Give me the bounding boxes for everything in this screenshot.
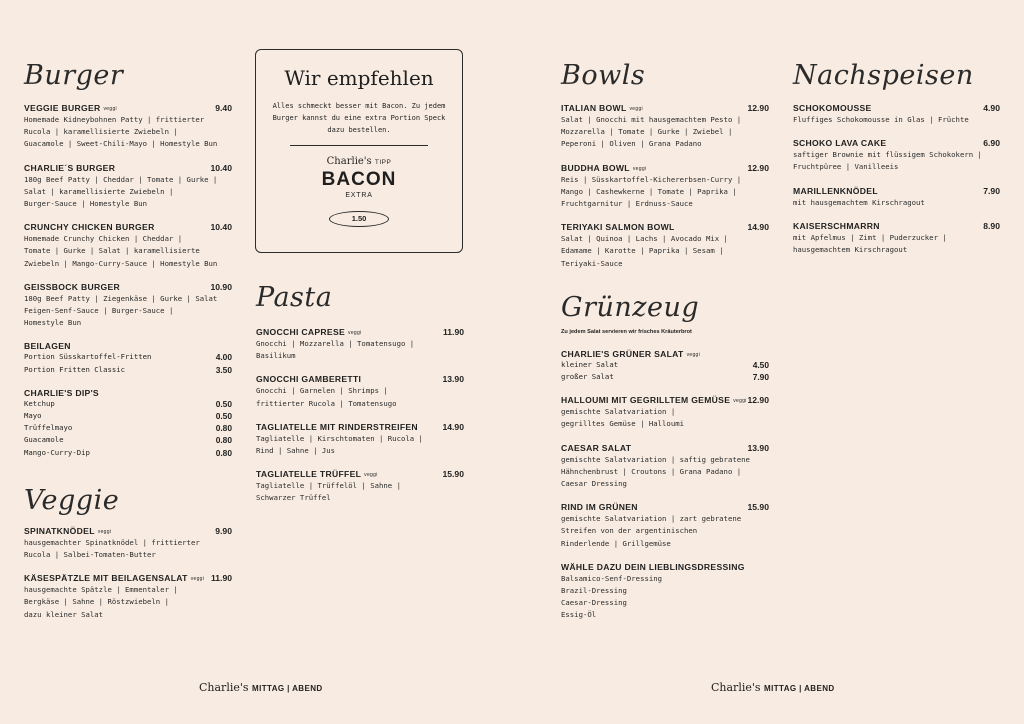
- item-name: BUDDHA BOWL: [561, 162, 630, 173]
- bowls-column: [561, 0, 769, 634]
- menu-item-kaiserschmarrn: [793, 221, 1000, 256]
- item-name: TAGLIATELLE TRÜFFEL: [256, 469, 362, 480]
- price-row: [24, 434, 232, 446]
- item-price: 12.90: [747, 395, 769, 406]
- price-row: [24, 364, 232, 376]
- menu-item-buddha-bowl: [561, 163, 769, 211]
- item-description: Reis | Süsskartoffel-Kichererbsen-Curry | Mango | Cashewkerne | Tomate | Paprika | Fruchtgarnitur | Erdnuss-Sauce: [561, 174, 742, 209]
- pasta-heading: Pasta: [256, 282, 333, 313]
- row-price: 0.50: [215, 411, 232, 422]
- item-name: CAESAR SALAT: [561, 442, 632, 453]
- menu-item-beilagen: [24, 341, 232, 375]
- row-price: 7.90: [752, 372, 769, 383]
- item-description: Homemade Crunchy Chicken | Cheddar | Tomate | Gurke | Salat | karamellisierte Zwiebeln | Mango-Curry-Sauce | Homestyle Bun: [24, 234, 218, 268]
- burger-heading: Burger: [24, 60, 124, 91]
- item-price: 12.90: [747, 103, 769, 113]
- row-label: Mango-Curry-Dip: [24, 447, 90, 457]
- item-name: VEGGIE BURGER: [24, 103, 101, 113]
- item-name: SCHOKOMOUSSE: [793, 103, 872, 113]
- item-name: MARILLENKNÖDEL: [793, 185, 878, 196]
- item-name: CHARLIE´S BURGER: [24, 162, 116, 173]
- menu-item-charlies-burger: [24, 163, 232, 211]
- divider: [290, 145, 428, 146]
- footer-brand: Charlie's: [199, 681, 249, 694]
- menu-item-dips: [24, 388, 232, 459]
- item-description: mit hausgemachtem Kirschragout: [793, 197, 925, 207]
- footer-brand-left: [199, 681, 323, 694]
- menu-item-tagliatelle-rind: [256, 422, 464, 457]
- nachspeisen-column: [793, 0, 1000, 268]
- menu-item-schoko-lava-cake: [793, 138, 1000, 173]
- menu-item-rind-im-gruenen: [561, 502, 769, 550]
- row-label: Guacamole: [24, 435, 64, 445]
- menu-item-gnocchi-caprese: [256, 327, 464, 362]
- row-price: 0.80: [215, 435, 232, 446]
- nachspeisen-heading: Nachspeisen: [793, 60, 974, 91]
- item-description: gemischte Salatvariation | saftig gebratene Hähnchenbrust | Croutons | Grana Padano | Caesar Dressing: [561, 454, 750, 489]
- item-description: Tagliatelle | Kirschtomaten | Rucola | Rind | Sahne | Jus: [256, 433, 423, 456]
- row-price: 4.00: [215, 352, 232, 363]
- item-description: gemischte Salatvariation | gegrilltes Gemüse | Halloumi: [561, 407, 685, 429]
- item-description: Balsamico-Senf-Dressing Brazil-Dressing Caesar-Dressing Essig-Öl: [561, 573, 663, 620]
- item-description: gemischte Salatvariation | zart gebratene Streifen von der argentinischen Rinderlende | Grillgemüse: [561, 514, 742, 548]
- price-row: [24, 422, 232, 434]
- menu-item-gnocchi-gamberetti: [256, 374, 464, 409]
- item-description: Gnocchi | Mozzarella | Tomatensugo | Basilikum: [256, 339, 415, 361]
- item-name: CHARLIE'S DIP'S: [24, 387, 99, 398]
- menu-item-tagliatelle-trueffel: [256, 469, 464, 504]
- item-description: hausgemachte Spätzle | Emmentaler | Bergkäse | Sahne | Röstzwiebeln | dazu kleiner Salat: [24, 585, 178, 619]
- row-price: 0.80: [215, 447, 232, 458]
- item-name: BEILAGEN: [24, 341, 71, 352]
- item-price: 10.40: [210, 162, 232, 173]
- item-description: 180g Beef Patty | Cheddar | Tomate | Gurke | Salat | karamellisierte Zwiebeln | Burger-Sauce | Homestyle Bun: [24, 174, 218, 209]
- item-description: Gnocchi | Garnelen | Shrimps | frittierter Rucola | Tomatensugo: [256, 386, 397, 408]
- item-price: 14.90: [442, 421, 464, 432]
- item-price: 10.40: [210, 222, 232, 233]
- item-price: 15.90: [747, 502, 769, 513]
- item-name: TERIYAKI SALMON BOWL: [561, 222, 675, 233]
- veggi-tag: veggi: [632, 165, 647, 172]
- tip-label: [256, 156, 462, 167]
- row-label: Ketchup: [24, 398, 55, 408]
- veggi-tag: veggi: [348, 330, 362, 336]
- row-label: kleiner Salat: [561, 359, 619, 369]
- item-price: 6.90: [983, 138, 1000, 149]
- row-price: 0.50: [215, 398, 232, 409]
- recommendation-box: [255, 49, 463, 253]
- item-price: 9.40: [215, 103, 232, 113]
- item-name: ITALIAN BOWL: [561, 103, 627, 113]
- row-label: großer Salat: [561, 372, 614, 382]
- price-row: [24, 351, 232, 363]
- burger-column: [24, 0, 232, 633]
- price-row: [24, 398, 232, 410]
- veggie-heading: Veggie: [24, 484, 120, 516]
- item-description: saftiger Brownie mit flüssigem Schokokern | Fruchtpüree | Vanilleeis: [793, 150, 982, 172]
- pasta-column: [256, 282, 464, 517]
- price-row: [24, 410, 232, 422]
- veggi-tag: veggi: [733, 398, 747, 405]
- tip-word: TIPP: [374, 159, 392, 166]
- menu-item-geissbock-burger: [24, 282, 232, 330]
- item-description: Homemade Kidneybohnen Patty | frittierter Rucola | karamellisierte Zwiebeln | Guacamole | Sweet-Chili-Mayo | Homestyle Bun: [24, 115, 218, 149]
- menu-item-dressing: [561, 562, 769, 622]
- menu-item-italian-bowl: [561, 103, 769, 151]
- footer-brand: Charlie's: [711, 681, 761, 694]
- item-price: 10.90: [210, 281, 232, 292]
- item-description: Salat | Quinoa | Lachs | Avocado Mix | Edamame | Karotte | Paprika | Sesam | Teriyaki-Sauce: [561, 234, 728, 268]
- bacon-title: BACON: [321, 169, 397, 190]
- item-price: 7.90: [983, 185, 1000, 196]
- item-description: Tagliatelle | Trüffelöl | Sahne | Schwarzer Trüffel: [256, 481, 401, 503]
- bowls-heading: Bowls: [561, 60, 646, 91]
- recommendation-title: Wir empfehlen: [284, 66, 434, 90]
- salad-note: Zu jedem Salat servieren wir frisches Kräuterbrot: [561, 328, 692, 335]
- menu-item-schokomousse: [793, 103, 1000, 126]
- row-label: Portion Süsskartoffel-Fritten: [24, 352, 152, 362]
- item-name: KAISERSCHMARRN: [793, 220, 880, 231]
- row-price: 4.50: [752, 359, 769, 370]
- price-row: [561, 359, 769, 371]
- footer-brand-right: [711, 681, 835, 694]
- item-name: RIND IM GRÜNEN: [561, 502, 638, 513]
- price-row: [561, 371, 769, 383]
- item-description: hausgemachter Spinatknödel | frittierter Rucola | Salbei-Tomaten-Butter: [24, 537, 200, 560]
- veggi-tag: veggi: [686, 351, 701, 358]
- item-price: 13.90: [442, 374, 464, 385]
- menu-item-gruener-salat: [561, 349, 769, 383]
- item-name: GEISSBOCK BURGER: [24, 281, 120, 292]
- item-name: KÄSESPÄTZLE MIT BEILAGENSALAT: [24, 573, 188, 584]
- item-price: 11.90: [442, 327, 464, 337]
- item-name: HALLOUMI MIT GEGRILLTEM GEMÜSE: [561, 395, 731, 406]
- tip-brand: Charlie's: [326, 156, 372, 167]
- gruenzeug-heading: Grünzeug: [561, 291, 700, 323]
- item-name: GNOCCHI CAPRESE: [256, 327, 346, 337]
- item-price: 14.90: [747, 222, 769, 233]
- item-price: 15.90: [442, 469, 464, 480]
- item-price: 8.90: [983, 220, 1000, 231]
- row-label: Trüffelmayo: [24, 423, 73, 433]
- row-label: Portion Fritten Classic: [24, 364, 126, 374]
- veggi-tag: veggi: [629, 106, 643, 112]
- menu-item-halloumi: [561, 395, 769, 430]
- item-name: SPINATKNÖDEL: [24, 525, 95, 536]
- item-name: CRUNCHY CHICKEN BURGER: [24, 222, 155, 233]
- item-name: WÄHLE DAZU DEIN LIEBLINGSDRESSING: [561, 561, 745, 572]
- item-description: Fluffiges Schokomousse in Glas | Früchte: [793, 115, 969, 124]
- menu-item-kaesespaetzle: [24, 573, 232, 621]
- item-name: TAGLIATELLE MIT RINDERSTREIFEN: [256, 421, 418, 432]
- veggi-tag: veggi: [364, 472, 378, 479]
- item-name: SCHOKO LAVA CAKE: [793, 138, 887, 149]
- recommendation-intro: Alles schmeckt besser mit Bacon. Zu jedem Burger kannst du eine extra Portion Speck dazu bestellen.: [272, 102, 446, 134]
- veggi-tag: veggi: [97, 528, 112, 535]
- menu-item-spinatknoedel: [24, 526, 232, 561]
- item-description: Salat | Gnocchi mit hausgemachtem Pesto | Mozzarella | Tomate | Gurke | Zwiebel | Peperoni | Oliven | Grana Padano: [561, 115, 742, 149]
- menu-item-caesar-salat: [561, 443, 769, 491]
- menu-item-crunchy-chicken-burger: [24, 222, 232, 270]
- veggi-tag: veggi: [190, 576, 205, 583]
- item-price: 13.90: [747, 442, 769, 453]
- price-row: [24, 447, 232, 459]
- extra-label: EXTRA: [345, 192, 373, 199]
- footer-text: MITTAG | ABEND: [252, 684, 323, 693]
- item-price: 11.90: [210, 573, 232, 584]
- item-name: CHARLIE'S GRÜNER SALAT: [561, 348, 684, 359]
- row-label: Mayo: [24, 411, 42, 421]
- veggi-tag: veggi: [103, 106, 117, 112]
- item-description: 180g Beef Patty | Ziegenkäse | Gurke | Salat Feigen-Senf-Sauce | Burger-Sauce | Homestyle Bun: [24, 293, 218, 328]
- menu-item-teriyaki-bowl: [561, 222, 769, 270]
- item-name: GNOCCHI GAMBERETTI: [256, 374, 362, 385]
- row-price: 3.50: [215, 364, 232, 375]
- footer-text: MITTAG | ABEND: [764, 684, 835, 693]
- item-description: mit Apfelmus | Zimt | Puderzucker | hausgemachtem Kirschragout: [793, 232, 947, 255]
- menu-item-marillenknoedel: [793, 186, 1000, 209]
- menu-item-veggie-burger: [24, 103, 232, 151]
- bacon-price: 1.50: [329, 211, 389, 227]
- item-price: 9.90: [215, 525, 232, 536]
- item-price: 4.90: [983, 103, 1000, 113]
- item-price: 12.90: [747, 162, 769, 173]
- row-price: 0.80: [215, 423, 232, 434]
